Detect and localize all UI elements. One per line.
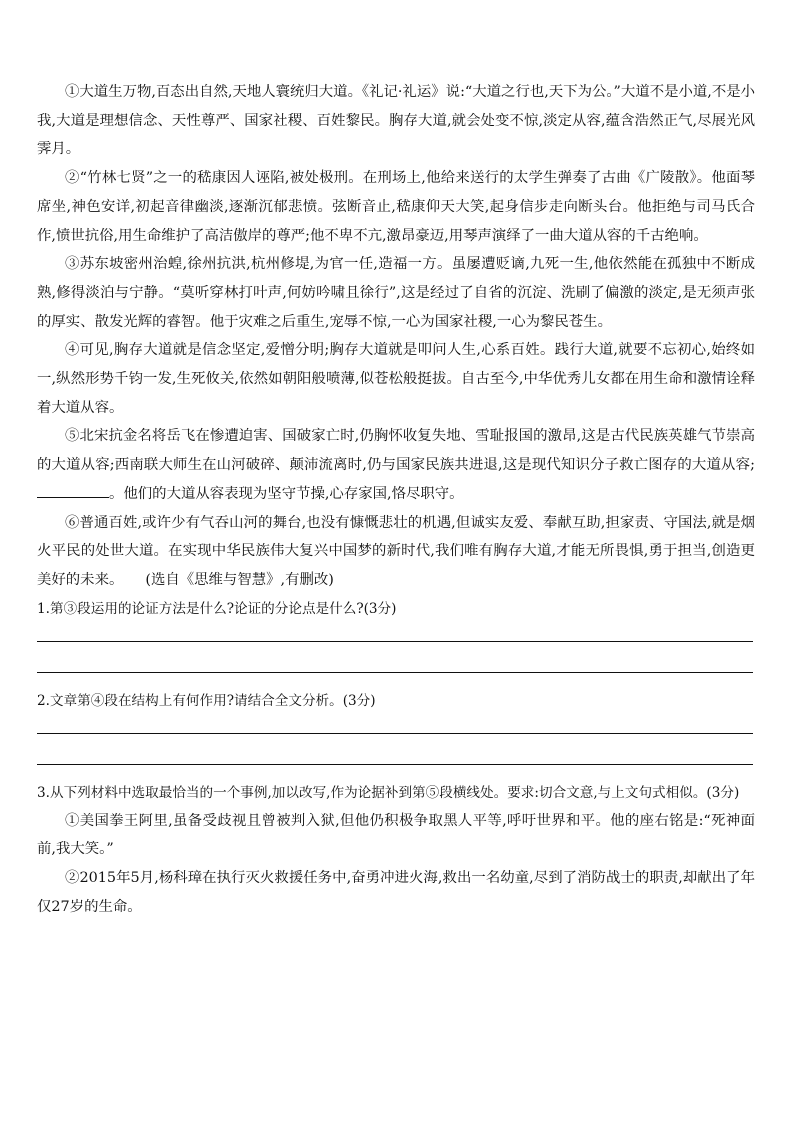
question-1: 1.第③段运用的论证方法是什么?论证的分论点是什么?(3分) [37,600,397,617]
material-2: ②2015年5月,杨科璋在执行灭火救援任务中,奋勇冲进火海,救出一名幼童,尽到了消防战士的职责,却献出了年仅27岁的生命。 [37,870,755,915]
worksheet-page [37,78,755,921]
paragraph-2: ②“竹林七贤”之一的嵇康因人诬陷,被处极刑。在刑场上,他给来送行的太学生弹奏了古曲《广陵散》。他面琴席坐,神色安详,初起音律幽淡,逐渐沉郁悲愤。弦断音止,嵇康仰天大笑,起身信步走向断头台。他拒绝与司马氏合作,愤世抗俗,用生命维护了高洁傲岸的尊严;他不卑不亢,激昂豪迈,用琴声演绎了一曲大道从容的千古绝响。 [37,170,755,244]
question-3: 3.从下列材料中选取最恰当的一个事例,加以改写,作为论据补到第⑤段横线处。要求:切合文意,与上文句式相似。(3分) [37,784,740,801]
paragraph-1: ①大道生万物,百态出自然,天地人寰统归大道。《礼记·礼运》说:“大道之行也,天下为公。”大道不是小道,不是小我,大道是理想信念、天性尊严、国家社稷、百姓黎民。胸存大道,就会处变不惊,淡定从容,蕴含浩然正气,尽展光风霁月。 [37,84,756,158]
fill-in-blank[interactable] [37,483,109,498]
question-2: 2.文章第④段在结构上有何作用?请结合全文分析。(3分) [37,692,376,709]
material-1: ①美国拳王阿里,虽备受歧视且曾被判入狱,但他仍积极争取黑人平等,呼吁世界和平。他的座右铭是:“死神面前,我大笑。” [37,812,755,858]
source-note: (选自《思维与智慧》,有删改) [145,571,334,588]
paragraph-4: ④可见,胸存大道就是信念坚定,爱憎分明;胸存大道就是叩问人生,心系百姓。践行大道,就要不忘初心,始终如一,纵然形势千钧一发,生死攸关,依然如朝阳般喷薄,似苍松般挺拔。自古至今,中华优秀儿女都在用生命和激情诠释着大道从容。 [37,342,755,416]
paragraph-5-part-b: 。他们的大道从容表现为坚守节操,心存家国,恪尽职守。 [109,485,464,502]
paragraph-5-part-a: ⑤北宋抗金名将岳飞在惨遭迫害、国破家亡时,仍胸怀收复失地、雪耻报国的激昂,这是古代民族英雄气节崇高的大道从容;西南联大师生在山河破碎、颠沛流离时,仍与国家民族共进退,这是现代知识分子救亡图存的大道从容; [37,428,755,474]
paragraph-6-text: ⑥普通百姓,或许少有气吞山河的舞台,也没有慷慨悲壮的机遇,但诚实友爱、奉献互助,担家责、守国法,就是烟火平民的处世大道。在实现中华民族伟大复兴中国梦的新时代,我们唯有胸存大道,才能无所畏惧,勇于担当,创造更美好的未来。 [37,514,755,588]
paragraph-5 [37,422,755,508]
paragraph-6 [37,509,755,595]
paragraph-3: ③苏东坡密州治蝗,徐州抗洪,杭州修堤,为官一任,造福一方。虽屡遭贬谪,九死一生,他依然能在孤独中不断成熟,修得淡泊与宁静。“莫听穿林打叶声,何妨吟啸且徐行”,这是经过了自省的沉淀、洗刷了偏激的淡定,是无须声张的厚实、散发光辉的睿智。他于灾难之后重生,宠辱不惊,一心为国家社稷,一心为黎民苍生。 [37,256,755,330]
